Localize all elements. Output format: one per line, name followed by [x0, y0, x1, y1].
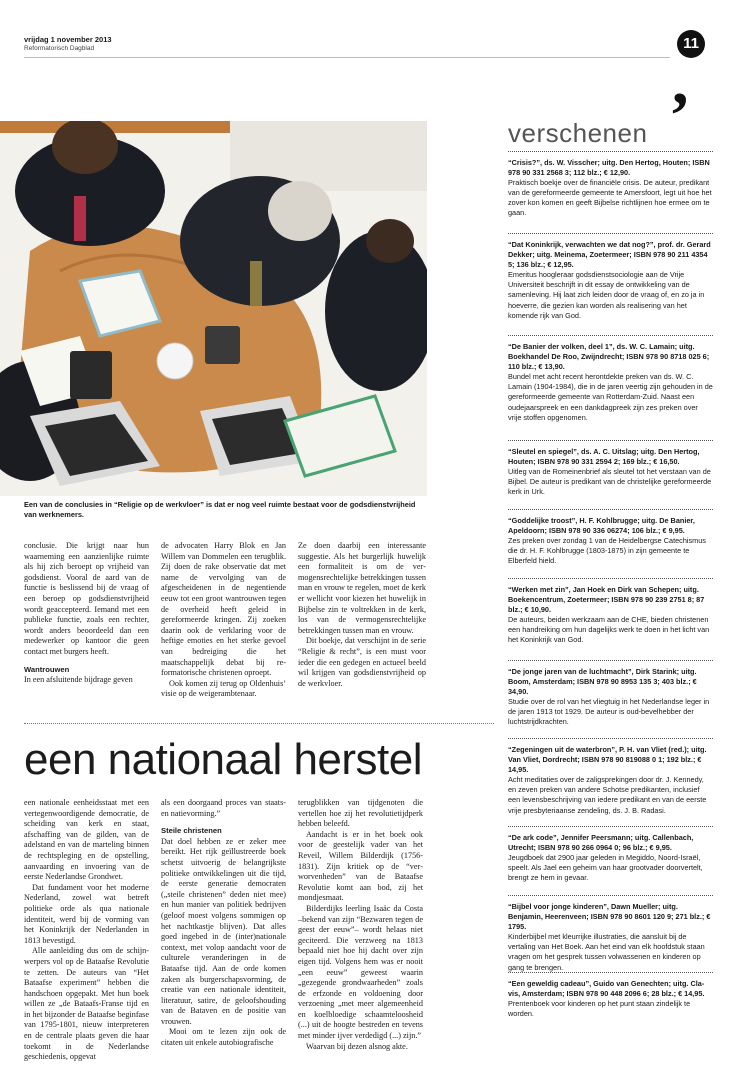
paragraph: de advocaten Harry Blok en Jan Willem van Dommelen een terugblik. Zij doen de rake observatie dat met name de vervolging van de afgescheidenen in de negentiende eeuw tot een groot wantrouwen tegen de overheid heeft geleid in gereformeerde kringen. Zij zoeken daarin ook de verklaring voor de heftige emoties en het sterke gevoel van bedreiging die het maatschappelijk debat bij reformatorische christenen oproept. [161, 541, 286, 678]
book-entry [508, 516, 713, 566]
book-description: Zes preken over zondag 1 van de Heidelbergse Catechismus die dr. H. F. Kohlbrugge (1803-1875) in zijn gemeente te Elberfeld hield. [508, 536, 706, 566]
second-article-column-2 [161, 798, 286, 1049]
book-description: De auteurs, beiden werkzaam aan de CHE, bieden christenen een handreiking om hun dagelijks werk te doen in het licht van het Koninkrijk van God. [508, 615, 710, 645]
issue-date: vrijdag 1 november 2013 [24, 35, 112, 44]
book-bibliography: “Werken met zin”, Jan Hoek en Dirk van Schepen; uitg. Boekencentrum, Zoetermeer; ISBN 978 90 239 2751 8; 87 blz.; € 10,90. [508, 585, 705, 615]
meeting-photo [0, 121, 427, 496]
paragraph: conclusie. Die krijgt naar hun waarneming een aanzienlijke ruimte als hij zich beroept op vrijheid van godsdienst. Vooral de aard van de functie is beslissend bij de vraag of een beroep op godsdienstvrijheid wordt geaccepteerd. Iemand met een publieke functie, zoals een rechter, wordt anders beoordeeld dan een medewerker op kantoor die geen contact met burgers heeft. [24, 541, 149, 656]
paragraph: In een afsluitende bijdrage geven [24, 675, 133, 685]
book-entry [508, 342, 713, 423]
verschenen-title: verschenen [508, 118, 648, 148]
page-comma-mark: , [672, 45, 689, 118]
section-divider [24, 723, 494, 724]
entry-divider [508, 895, 713, 896]
book-bibliography: “De Banier der volken, deel 1”, ds. W. C. Lamain; uitg. Boekhandel De Roo, Zwijndrecht; ISBN 978 90 8718 025 6; 110 blz.; € 13,90. [508, 342, 710, 372]
book-entry [508, 447, 713, 497]
paragraph: Waarvan bij dezen alsnog akte. [306, 1041, 408, 1051]
paragraph: Dat fundament voor het moderne Nederland, zowel wat betreft politieke orde als qua nationale identiteit, werd bij de vorming van het Koninkrijk der Nederlanden in 1813 bevestigd. [24, 882, 149, 945]
newspaper-name: Reformatorisch Dagblad [24, 45, 95, 52]
paragraph: Dit boekje, dat verschijnt in de serie “Religie & recht”, is een must voor ieder die een gedegen en actueel beeld wil krijgen van godsdienstvrijheid op de werkvloer. [298, 636, 426, 688]
book-entry [508, 585, 713, 646]
book-bibliography: “Een geweldig cadeau”, Guido van Genechten; uitg. Clavis, Amsterdam; ISBN 978 90 448 2096 6; 28 blz.; € 14,95. [508, 979, 705, 999]
paragraph: Alle aanleiding dus om de schijnwerpers vol op de Bataafse Revolutie te zetten. De auteurs van “Het Bataafse experiment” hebben die handschoen opgepakt. Met hun boek willen ze „de Bataafs-Franse tijd en in het bijzonder de Bataafse beginfase van 1795-1801, nieuw interpreteren en de centrale plaats geven die haar toekomt in de Nederlandse geschiedenis, opgevat [24, 946, 149, 1062]
book-bibliography: “Crisis?”, ds. W. Visscher; uitg. Den Hertog, Houten; ISBN 978 90 331 2568 3; 112 blz.; € 12,90. [508, 158, 710, 178]
book-entry [508, 979, 713, 1019]
book-description: Kinderbijbel met kleurrijke illustraties, die aansluit bij de vertaling van Het Boek. Aan het eind van elk hoofdstuk staan vragen om het gesprek tussen volwassenen en kinderen op gang te brengen. [508, 932, 705, 972]
paragraph: als een doorgaand proces van staats- en natievorming.” [161, 798, 286, 818]
book-bibliography: “Goddelijke troost”, H. F. Kohlbrugge; uitg. De Banier, Apeldoorn; ISBN 978 90 336 06274; 106 blz.; € 9,95. [508, 516, 695, 536]
header-rule [24, 57, 670, 58]
book-bibliography: “Zegeningen uit de waterbron”, P. H. van Vliet (red.); uitg. Van Vliet, Dordrecht; ISBN 978 90 819088 0 1; 192 blz.; € 14,95. [508, 745, 707, 775]
book-bibliography: “Sleutel en spiegel”, ds. A. C. Uitslag; uitg. Den Hertog, Houten; ISBN 978 90 331 2594 2; 169 blz.; € 16,50. [508, 447, 700, 467]
paragraph: Bilderdijks leerling Isaäc da Costa –bekend van zijn “Bezwaren tegen de geest der eeuw”– wordt helaas niet geciteerd. Die verzweeg na 1813 bepaald niet hoe hij dacht over zijn eigen tijd. Volgens hem was er nooit „een eeuw” geweest waarin „gezegende grondwaarheden” zoals de erfzonde en voldoening door verzoening „met meer algemeenheid en koelbloedige schaamteloosheid (...) uit de hoogte bestreden en tevens met minder ijver verdedigd (...) zijn.” [298, 903, 423, 1041]
top-article-column-1 [24, 541, 149, 686]
book-entry [508, 745, 713, 816]
book-entry [508, 158, 713, 219]
article-headline: een nationaal herstel [24, 735, 423, 784]
paragraph: een nationale eenheidsstaat met een vertegenwoordigende democratie, de scheiding van kerk en staat, afschaffing van de gilden, van de adelstand en van de marteling binnen de rechtspleging en de opstelling, aanvaarding en invoering van de eerste Nederlandse Grondwet. [24, 798, 149, 882]
entry-divider [508, 660, 713, 661]
entry-divider [508, 440, 713, 441]
book-description: Prentenboek voor kinderen op het punt staan zindelijk te worden. [508, 999, 691, 1019]
entry-divider [508, 509, 713, 510]
paragraph: Dat doel hebben ze er zeker mee bereikt. Het rijk geïllustreerde boek schetst uitvoerig de belangrijkste politieke ontwikkelingen uit die tijd, de eerste generatie democraten („steile christenen” deden niet mee) en hun manier van politiek bedrijven (geloof moest volgens sommigen op het nachtkastje blijven). Dat alles goed ingebed in de (inter)nationale context, met volop aandacht voor de culturele veranderingen in de Bataafse tijd. Aan de orde komen zaken als burgerschapsvorming, de creatie van een nationale identiteit, literatuur, satire, de geloofshouding van de Bataven en de positie van vrouwen. [161, 836, 286, 1026]
book-description: Uitleg van de Romeinenbrief als sleutel tot het verstaan van de Bijbel. De auteur is predikant van de christelijke gereformeerde kerk in Urk. [508, 467, 712, 497]
book-bibliography: “Dat Koninkrijk, verwachten we dat nog?”, prof. dr. Gerard Dekker; uitg. Meinema, Zoetermeer; ISBN 978 90 211 4354 5; 136 blz.; € 12,95. [508, 240, 711, 270]
book-bibliography: “Bijbel voor jonge kinderen”, Dawn Mueller; uitg. Benjamin, Heerenveen; ISBN 978 90 8601 120 9; 271 blz.; € 1795. [508, 902, 711, 932]
entry-divider [508, 151, 713, 152]
entry-divider [508, 738, 713, 739]
book-description: Jeugdboek dat 2900 jaar geleden in Megiddo, Noord-Israël, speelt. Als Jael een geheim van haar grootvader doorvertelt, brengt ze hem in gevaar. [508, 853, 703, 883]
entry-divider [508, 335, 713, 336]
paragraph: terugblikken van tijdgenoten die vertellen hoe zij het revolutietijdperk hebben beleefd. [298, 798, 423, 829]
paragraph: Ook komen zij terug op Oldenhuis’ visie op de weigerambtenaar. [161, 678, 286, 699]
book-bibliography: “De jonge jaren van de luchtmacht”, Dirk Starink; uitg. Boom, Amsterdam; ISBN 978 90 8953 135 3; 403 blz.; € 34,90. [508, 667, 697, 697]
second-article-column-1 [24, 798, 149, 1063]
book-description: Studie over de rol van het vliegtuig in het Nederlandse leger in de jaren 1913 tot 1929. De auteur is oud-bevelhebber der luchtstrijdkrachten. [508, 697, 710, 727]
top-article-column-3 [298, 541, 426, 689]
book-entry [508, 667, 713, 728]
book-entry [508, 902, 713, 973]
entry-divider [508, 826, 713, 827]
book-description: Bundel met acht recent herontdekte preken van ds. W. C. Lamain (1904-1984), die in de jaren veertig zijn gehouden in de gereformeerde gemeente van Rotterdam-Zuid. Naast een oudejaarspreek en een dankdagpreek zijn zes preken over vrije stoffen opgenomen. [508, 372, 713, 422]
book-description: Acht meditaties over de zaligsprekingen door dr. J. Kennedy, en zeven preken van andere Schotse predikanten, inclusief een levensbeschrijving van iedere predikant en van de eerste vrije presbyteriaanse zendeling, ds. J. B. Radasi. [508, 775, 707, 815]
book-entry [508, 240, 713, 321]
top-article-column-2 [161, 541, 286, 700]
subheading: Steile christenen [161, 826, 222, 836]
entry-divider [508, 972, 713, 973]
photo-caption: Een van de conclusies in “Religie op de werkvloer” is dat er nog veel ruimte bestaat voor de godsdienstvrijheid van werknemers. [24, 500, 416, 519]
entry-divider [508, 578, 713, 579]
paragraph: Ze doen daarbij een interessante suggestie. Als het burgerlijk huwelijk een formaliteit is om de vermogensrechtelijke betrekkingen tussen man en vrouw te regelen, moet de kerk er wellicht voor kiezen het huwelijk in Bijbelse zin te voltrekken in de kerk, los van de vermogensrechtelijke betrekkingen tussen man en vrouw. [298, 541, 426, 635]
paragraph: Aandacht is er in het boek ook voor de geestelijk vader van het Reveil, Willem Bilderdijk (1756-1831). Zijn kritiek op de “verworvenheden” van de Bataafse Revolutie komt aan bod, zij het mondjesmaat. [298, 829, 423, 903]
book-bibliography: “De ark code”, Jennifer Peersmann; uitg. Callenbach, Utrecht; ISBN 978 90 266 0964 0; 96 blz.; € 9,95. [508, 833, 694, 853]
book-description: Praktisch boekje over de financiële crisis. De auteur, predikant van de gereformeerde gemeente te Amersfoort, legt uit hoe het zover kon komen en geeft Bijbelse richtlijnen hoe ermee om te gaan. [508, 178, 712, 218]
book-description: Emeritus hoogleraar godsdienstsociologie aan de Vrije Universiteit beschrijft in dit essay de ontwikkeling van de samenleving. Hij laat zich leiden door de vraag of, en zo ja in hoeverre, die gezien kan worden als realisering van het komende rijk van God. [508, 270, 705, 320]
book-entry [508, 833, 713, 883]
second-article-column-3 [298, 798, 423, 1052]
subheading: Wantrouwen [24, 664, 70, 674]
entry-divider [508, 233, 713, 234]
paragraph: Mooi om te lezen zijn ook de citaten uit enkele autobiografische [161, 1027, 286, 1048]
page-number: 11 [677, 30, 705, 58]
